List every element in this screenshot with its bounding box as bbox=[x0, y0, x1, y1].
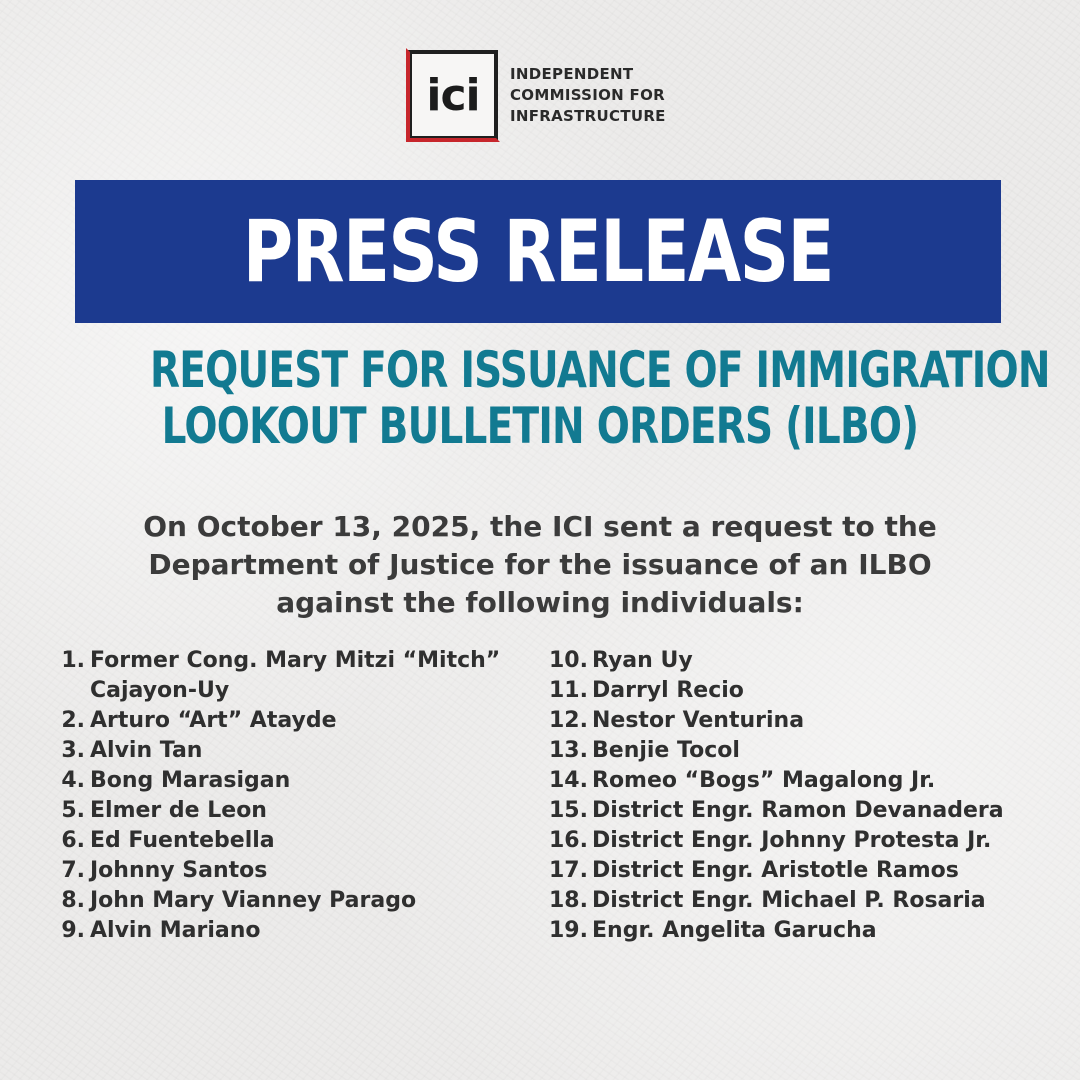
list-item bbox=[549, 646, 1049, 676]
ici-logo bbox=[408, 50, 666, 140]
logo-wordmark bbox=[510, 64, 666, 127]
list-item bbox=[56, 796, 536, 826]
list-item-name: Johnny Santos bbox=[90, 858, 268, 883]
list-item-number: 11. bbox=[549, 678, 588, 703]
individuals-list-left bbox=[56, 646, 536, 946]
intro-paragraph bbox=[60, 508, 1020, 622]
list-item-number: 2. bbox=[61, 708, 85, 733]
list-item-name: Darryl Recio bbox=[592, 678, 744, 703]
list-item-number: 19. bbox=[549, 918, 588, 943]
list-item bbox=[56, 646, 536, 706]
list-item-name: District Engr. Ramon Devanadera bbox=[592, 798, 1004, 823]
list-item bbox=[549, 796, 1049, 826]
list-item-number: 15. bbox=[549, 798, 588, 823]
list-item bbox=[56, 856, 536, 886]
list-item-name: District Engr. Michael P. Rosaria bbox=[592, 888, 986, 913]
list-item-number: 6. bbox=[61, 828, 85, 853]
list-item bbox=[549, 916, 1049, 946]
subtitle-line-1: REQUEST FOR ISSUANCE OF IMMIGRATION bbox=[150, 341, 1050, 399]
list-item-number: 5. bbox=[61, 798, 85, 823]
list-item-number: 18. bbox=[549, 888, 588, 913]
list-item bbox=[56, 736, 536, 766]
logo-line-2: COMMISSION FOR bbox=[510, 85, 665, 104]
list-item-name: Benjie Tocol bbox=[592, 738, 740, 763]
list-item bbox=[549, 736, 1049, 766]
logo-line-1: INDEPENDENT bbox=[510, 64, 634, 83]
banner-title: PRESS RELEASE bbox=[242, 201, 834, 302]
list-item bbox=[56, 706, 536, 736]
press-release-banner bbox=[75, 180, 1001, 323]
list-item-number: 13. bbox=[549, 738, 588, 763]
list-item bbox=[56, 826, 536, 856]
list-item bbox=[549, 826, 1049, 856]
release-subtitle bbox=[150, 341, 1050, 455]
logo-mark-text: ici bbox=[426, 69, 480, 121]
list-item-number: 4. bbox=[61, 768, 85, 793]
list-item bbox=[549, 706, 1049, 736]
list-item-name: District Engr. Aristotle Ramos bbox=[592, 858, 959, 883]
list-item-name: Arturo “Art” Atayde bbox=[90, 708, 337, 733]
list-item bbox=[549, 856, 1049, 886]
list-item-name: Alvin Tan bbox=[90, 738, 203, 763]
list-item-number: 7. bbox=[61, 858, 85, 883]
list-item-number: 16. bbox=[549, 828, 588, 853]
subtitle-line-2: LOOKOUT BULLETIN ORDERS (ILBO) bbox=[161, 397, 919, 455]
list-item bbox=[56, 916, 536, 946]
list-item-name: Engr. Angelita Garucha bbox=[592, 918, 877, 943]
list-item-name: District Engr. Johnny Protesta Jr. bbox=[592, 828, 992, 853]
list-item-number: 9. bbox=[61, 918, 85, 943]
individuals-list-right bbox=[549, 646, 1049, 946]
logo-line-3: INFRASTRUCTURE bbox=[510, 106, 666, 125]
list-item bbox=[549, 766, 1049, 796]
intro-line-3: against the following individuals: bbox=[276, 586, 804, 619]
list-item bbox=[549, 676, 1049, 706]
list-item-number: 1. bbox=[61, 648, 85, 673]
list-item-number: 17. bbox=[549, 858, 588, 883]
list-item-name: Alvin Mariano bbox=[90, 918, 261, 943]
list-item-name: Nestor Venturina bbox=[592, 708, 805, 733]
list-item-number: 12. bbox=[549, 708, 588, 733]
list-item-number: 10. bbox=[549, 648, 588, 673]
list-item-number: 8. bbox=[61, 888, 85, 913]
intro-line-2: Department of Justice for the issuance of an ILBO bbox=[148, 548, 932, 581]
list-item-name: Ryan Uy bbox=[592, 648, 693, 673]
list-item-number: 3. bbox=[61, 738, 85, 763]
list-item-name: Former Cong. Mary Mitzi “Mitch” Cajayon-Uy bbox=[90, 648, 501, 703]
intro-line-1: On October 13, 2025, the ICI sent a request to the bbox=[143, 510, 937, 543]
list-item bbox=[549, 886, 1049, 916]
list-item-name: John Mary Vianney Parago bbox=[90, 888, 417, 913]
list-item bbox=[56, 886, 536, 916]
list-item-number: 14. bbox=[549, 768, 588, 793]
list-item-name: Bong Marasigan bbox=[90, 768, 291, 793]
list-item-name: Ed Fuentebella bbox=[90, 828, 275, 853]
list-item-name: Romeo “Bogs” Magalong Jr. bbox=[592, 768, 936, 793]
list-item bbox=[56, 766, 536, 796]
list-item-name: Elmer de Leon bbox=[90, 798, 267, 823]
logo-mark-box bbox=[408, 50, 498, 140]
